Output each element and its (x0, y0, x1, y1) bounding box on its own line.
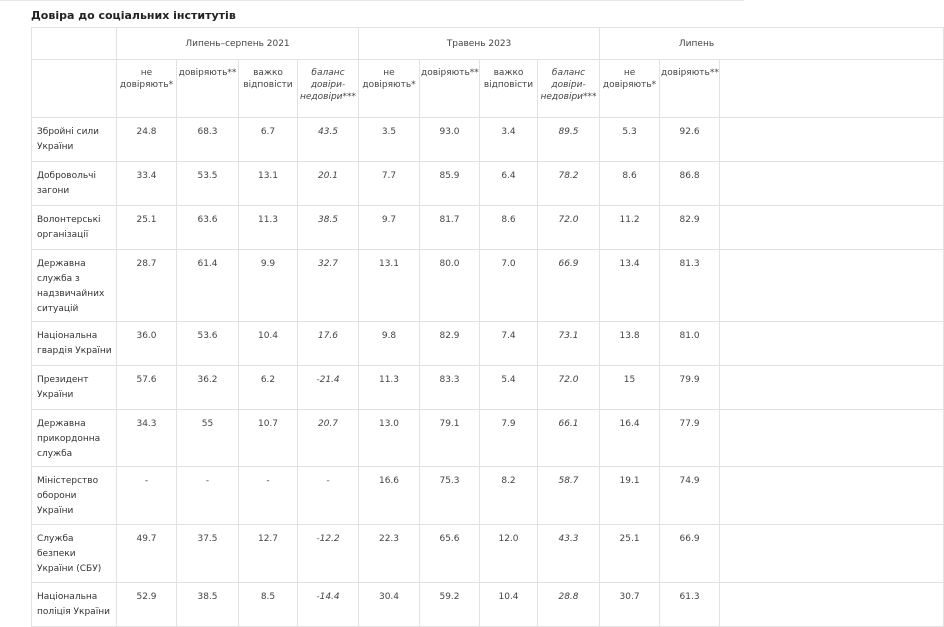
value-cell: 74.9 (660, 467, 720, 525)
value-cell: 86.8 (660, 162, 720, 206)
institution-name: Національна поліція України (32, 583, 117, 627)
sub-2021-hard: важко відповісти (239, 60, 298, 118)
value-cell: 37.5 (177, 525, 239, 583)
value-cell: 22.3 (359, 525, 420, 583)
group-next-label: Липень (678, 38, 715, 49)
value-cell: 78.2 (538, 162, 600, 206)
value-cell: 59.2 (420, 583, 480, 627)
overflow-cell (720, 467, 944, 525)
value-cell: 12.0 (480, 525, 538, 583)
institution-name: Збройні сили України (32, 118, 117, 162)
value-cell: 20.1 (298, 162, 359, 206)
value-cell: 19.1 (600, 467, 660, 525)
sub-2021-balance: баланс довіри-недовіри*** (298, 60, 359, 118)
table-row (32, 250, 944, 322)
value-cell: 77.9 (660, 410, 720, 467)
institution-name: Президент України (32, 366, 117, 410)
value-cell: 49.7 (117, 525, 177, 583)
overflow-cell (720, 366, 944, 410)
value-cell: 66.9 (538, 250, 600, 322)
value-cell: 81.0 (660, 322, 720, 366)
value-cell: 53.6 (177, 322, 239, 366)
value-cell: 75.3 (420, 467, 480, 525)
value-cell: 7.0 (480, 250, 538, 322)
value-cell: 30.4 (359, 583, 420, 627)
value-cell: 17.6 (298, 322, 359, 366)
subheader-row (32, 60, 944, 118)
institution-name: Державна прикордонна служба (32, 410, 117, 467)
value-cell: 65.6 (420, 525, 480, 583)
sub-2023-balance: баланс довіри-недовіри*** (538, 60, 600, 118)
value-cell: 7.7 (359, 162, 420, 206)
overflow-cell (720, 410, 944, 467)
value-cell: 79.9 (660, 366, 720, 410)
value-cell: 8.6 (480, 206, 538, 250)
overflow-cell (720, 525, 944, 583)
value-cell: 28.7 (117, 250, 177, 322)
table-row (32, 467, 944, 525)
table-row (32, 322, 944, 366)
value-cell: - (117, 467, 177, 525)
institution-name: Добровольчі загони (32, 162, 117, 206)
value-cell: 16.4 (600, 410, 660, 467)
sub-next-trust: довіряють** (660, 60, 720, 118)
value-cell: -14.4 (298, 583, 359, 627)
value-cell: 43.5 (298, 118, 359, 162)
value-cell: 93.0 (420, 118, 480, 162)
value-cell: 13.8 (600, 322, 660, 366)
value-cell: 25.1 (600, 525, 660, 583)
group-header-row (32, 28, 944, 60)
value-cell: 28.8 (538, 583, 600, 627)
overflow-cell (720, 583, 944, 627)
overflow-cell (720, 250, 944, 322)
value-cell: 11.3 (239, 206, 298, 250)
value-cell: 6.7 (239, 118, 298, 162)
value-cell: 33.4 (117, 162, 177, 206)
value-cell: 72.0 (538, 206, 600, 250)
value-cell: - (298, 467, 359, 525)
sub-2023-hard: важко відповісти (480, 60, 538, 118)
value-cell: 8.2 (480, 467, 538, 525)
value-cell: -12.2 (298, 525, 359, 583)
table-row (32, 410, 944, 467)
value-cell: 81.7 (420, 206, 480, 250)
value-cell: 34.3 (117, 410, 177, 467)
value-cell: 20.7 (298, 410, 359, 467)
table-row (32, 366, 944, 410)
institution-name: Національна гвардія України (32, 322, 117, 366)
value-cell: 72.0 (538, 366, 600, 410)
value-cell: 5.4 (480, 366, 538, 410)
page-title: Довіра до соціальних інститутів (31, 9, 236, 22)
value-cell: 32.7 (298, 250, 359, 322)
value-cell: 7.9 (480, 410, 538, 467)
value-cell: - (239, 467, 298, 525)
value-cell: 38.5 (298, 206, 359, 250)
value-cell: 80.0 (420, 250, 480, 322)
table-scroll-container[interactable] (31, 27, 719, 620)
sub-next-rest (720, 60, 944, 118)
value-cell: 38.5 (177, 583, 239, 627)
value-cell: 3.5 (359, 118, 420, 162)
group-next (600, 28, 944, 60)
value-cell: 43.3 (538, 525, 600, 583)
value-cell: - (177, 467, 239, 525)
value-cell: 68.3 (177, 118, 239, 162)
value-cell: 13.0 (359, 410, 420, 467)
value-cell: 55 (177, 410, 239, 467)
value-cell: 66.1 (538, 410, 600, 467)
value-cell: 83.3 (420, 366, 480, 410)
value-cell: 82.9 (660, 206, 720, 250)
value-cell: 79.1 (420, 410, 480, 467)
sub-2023-trust: довіряють** (420, 60, 480, 118)
sub-2021-distrust: не довіряють* (117, 60, 177, 118)
overflow-cell (720, 162, 944, 206)
value-cell: 24.8 (117, 118, 177, 162)
table-row (32, 118, 944, 162)
group-2023: Травень 2023 (359, 28, 600, 60)
value-cell: 6.2 (239, 366, 298, 410)
value-cell: 25.1 (117, 206, 177, 250)
value-cell: 81.3 (660, 250, 720, 322)
overflow-cell (720, 206, 944, 250)
value-cell: 11.2 (600, 206, 660, 250)
value-cell: 61.4 (177, 250, 239, 322)
top-divider (0, 0, 744, 1)
value-cell: 10.7 (239, 410, 298, 467)
table-row (32, 206, 944, 250)
value-cell: 13.1 (239, 162, 298, 206)
value-cell: 57.6 (117, 366, 177, 410)
value-cell: 36.2 (177, 366, 239, 410)
value-cell: 6.4 (480, 162, 538, 206)
table-row (32, 525, 944, 583)
group-2021: Липень–серпень 2021 (117, 28, 359, 60)
institution-name: Служба безпеки України (СБУ) (32, 525, 117, 583)
trust-table (31, 27, 944, 627)
value-cell: -21.4 (298, 366, 359, 410)
value-cell: 12.7 (239, 525, 298, 583)
corner-cell (32, 28, 117, 60)
value-cell: 15 (600, 366, 660, 410)
value-cell: 13.1 (359, 250, 420, 322)
institution-name: Міністерство оборони України (32, 467, 117, 525)
value-cell: 3.4 (480, 118, 538, 162)
value-cell: 52.9 (117, 583, 177, 627)
value-cell: 66.9 (660, 525, 720, 583)
value-cell: 82.9 (420, 322, 480, 366)
table-row (32, 583, 944, 627)
value-cell: 63.6 (177, 206, 239, 250)
value-cell: 9.7 (359, 206, 420, 250)
table-row (32, 162, 944, 206)
overflow-cell (720, 118, 944, 162)
value-cell: 7.4 (480, 322, 538, 366)
value-cell: 13.4 (600, 250, 660, 322)
value-cell: 5.3 (600, 118, 660, 162)
value-cell: 9.8 (359, 322, 420, 366)
value-cell: 61.3 (660, 583, 720, 627)
value-cell: 16.6 (359, 467, 420, 525)
sub-2023-distrust: не довіряють* (359, 60, 420, 118)
institution-name: Державна служба з надзвичайних ситуацій (32, 250, 117, 322)
sub-2021-trust: довіряють** (177, 60, 239, 118)
value-cell: 89.5 (538, 118, 600, 162)
value-cell: 8.5 (239, 583, 298, 627)
value-cell: 9.9 (239, 250, 298, 322)
value-cell: 11.3 (359, 366, 420, 410)
value-cell: 58.7 (538, 467, 600, 525)
value-cell: 8.6 (600, 162, 660, 206)
value-cell: 36.0 (117, 322, 177, 366)
value-cell: 10.4 (480, 583, 538, 627)
value-cell: 73.1 (538, 322, 600, 366)
overflow-cell (720, 322, 944, 366)
value-cell: 85.9 (420, 162, 480, 206)
value-cell: 53.5 (177, 162, 239, 206)
sub-next-distrust: не довіряють* (600, 60, 660, 118)
value-cell: 92.6 (660, 118, 720, 162)
institution-name: Волонтерські організації (32, 206, 117, 250)
value-cell: 10.4 (239, 322, 298, 366)
corner-cell-2 (32, 60, 117, 118)
value-cell: 30.7 (600, 583, 660, 627)
